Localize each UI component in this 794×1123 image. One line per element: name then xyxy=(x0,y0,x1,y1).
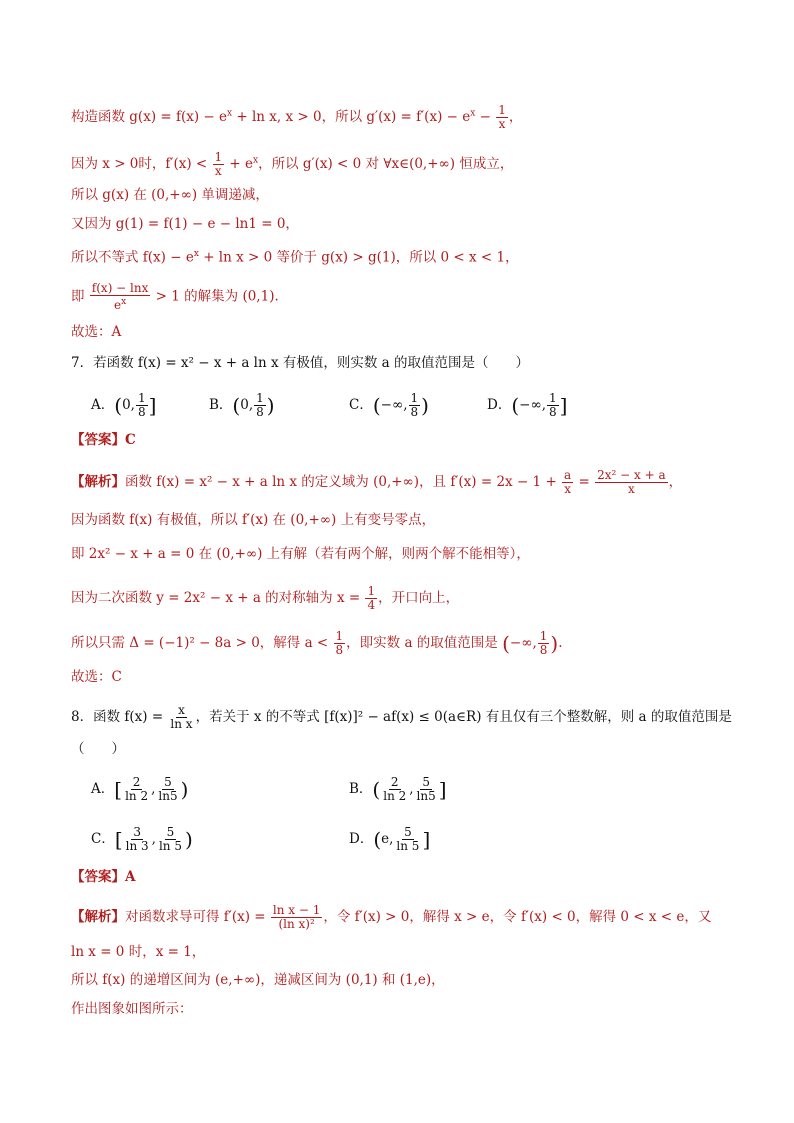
explanation-8-lnx-zero: ln x = 0 时，x = 1， xyxy=(71,944,206,960)
line-solution-set: 即 $\frac{f(x) - \ln x}{e^x}$ > 1 的解集为 (0,1). xyxy=(71,281,279,312)
line-decreasing: 所以 g(x) 在 (0,+∞) 单调递减， xyxy=(71,187,269,203)
explanation-7-equation: 即 2x² − x + a = 0 在 (0,+∞) 上有解（若有两个解，则两个解不能相等）， xyxy=(71,546,530,562)
answer-8: 【答案】A xyxy=(71,869,136,885)
question-7: 7．若函数 f(x) = x² − x + a ln x 有极值，则实数 a 的取值范围是（ ） xyxy=(71,355,530,371)
explanation-7-extremum: 因为函数 f(x) 有极值，所以 f′(x) 在 (0,+∞) 上有变号零点， xyxy=(71,512,436,528)
option-7d: D．(−∞, $\frac{1}{8}$ ] xyxy=(487,391,568,419)
line-choose-a: 故选：A xyxy=(71,324,122,340)
line-construct-g: 构造函数 $g(x) = f(x) - e^x + \ln x$, x > 0，所以 $g'(x) = f'(x) - e^x$ − $\frac{1}{x}$ ， xyxy=(71,103,523,131)
option-7c: C．(−∞, $\frac{1}{8}$ ) xyxy=(349,391,429,419)
option-8b: B．( $\frac{2}{\ln 2}$ , $\frac{5}{\ln 5}$ ] xyxy=(349,775,447,803)
option-8a: A．[ $\frac{2}{\ln 2}$ , $\frac{5}{\ln 5}$ ) xyxy=(91,775,189,803)
explanation-8-graph: 作出图象如图所示： xyxy=(71,1001,193,1017)
line-inequality: 所以不等式 $f(x) - e^x + \ln x > 0$ 等价于 g(x) > g(1)，所以 0 < x < 1， xyxy=(71,249,519,266)
answer-7: 【答案】C xyxy=(71,432,136,448)
explanation-8-derivative: 【解析】对函数求导可得 f′(x) = $\frac{\text{ln x − 1}}{\text{(ln x)²}}$ ，令 f′(x) > 0，解得 x > e，令 f′(x) < 0，解得 0 < x < e，又 xyxy=(71,903,712,931)
question-8: 8．函数 f(x) = $\frac{x}{\text{ln x}}$ ，若关于 x 的不等式 [f(x)]² − af(x) ≤ 0(a∈R) 有且仅有三个整数解，则 a 的取值范围是 xyxy=(71,703,732,731)
choose-c: 故选：C xyxy=(71,669,122,685)
explanation-7-domain: 【解析】函数 f(x) = x² − x + a ln x 的定义域为 (0,+∞)，且 f′(x) = 2x − 1 + $\frac{a}{x}$ = $\frac{\text{2x² − x + a}}{x}$ ， xyxy=(71,468,683,496)
option-8d: D．(e, $\frac{5}{\ln 5}$ ] xyxy=(349,825,431,853)
explanation-7-axis: 因为二次函数 y = 2x² − x + a 的对称轴为 x = $\frac{1}{4}$ ，开口向上， xyxy=(71,584,460,612)
explanation-8-intervals: 所以 f(x) 的递增区间为 (e,+∞)，递减区间为 (0,1) 和 (1,e)， xyxy=(71,972,445,988)
option-7a: A．(0, $\frac{1}{8}$ ] xyxy=(91,391,157,419)
line-g1: 又因为 g(1) = f(1) − e − ln1 = 0， xyxy=(71,216,299,232)
option-7b: B．(0, $\frac{1}{8}$ ) xyxy=(209,391,275,419)
option-8c: C．[ $\frac{3}{\ln 3}$ , $\frac{5}{\ln 5}$ ) xyxy=(91,825,193,853)
line-x-positive: 因为 x > 0时，f′(x) < $\frac{1}{x}$ + $e^x$，所以 g′(x) < 0 对 ∀x∈(0,+∞) 恒成立， xyxy=(71,150,514,178)
question-8-paren: （ ） xyxy=(71,741,125,757)
explanation-7-discriminant: 所以只需 Δ = (−1)² − 8a > 0，解得 a < $\frac{1}{8}$ ，即实数 a 的取值范围是 (−∞, $\frac{1}{8}$ ). xyxy=(71,629,563,657)
fraction-1-over-x: $\frac{1}{x}$ xyxy=(498,103,506,131)
